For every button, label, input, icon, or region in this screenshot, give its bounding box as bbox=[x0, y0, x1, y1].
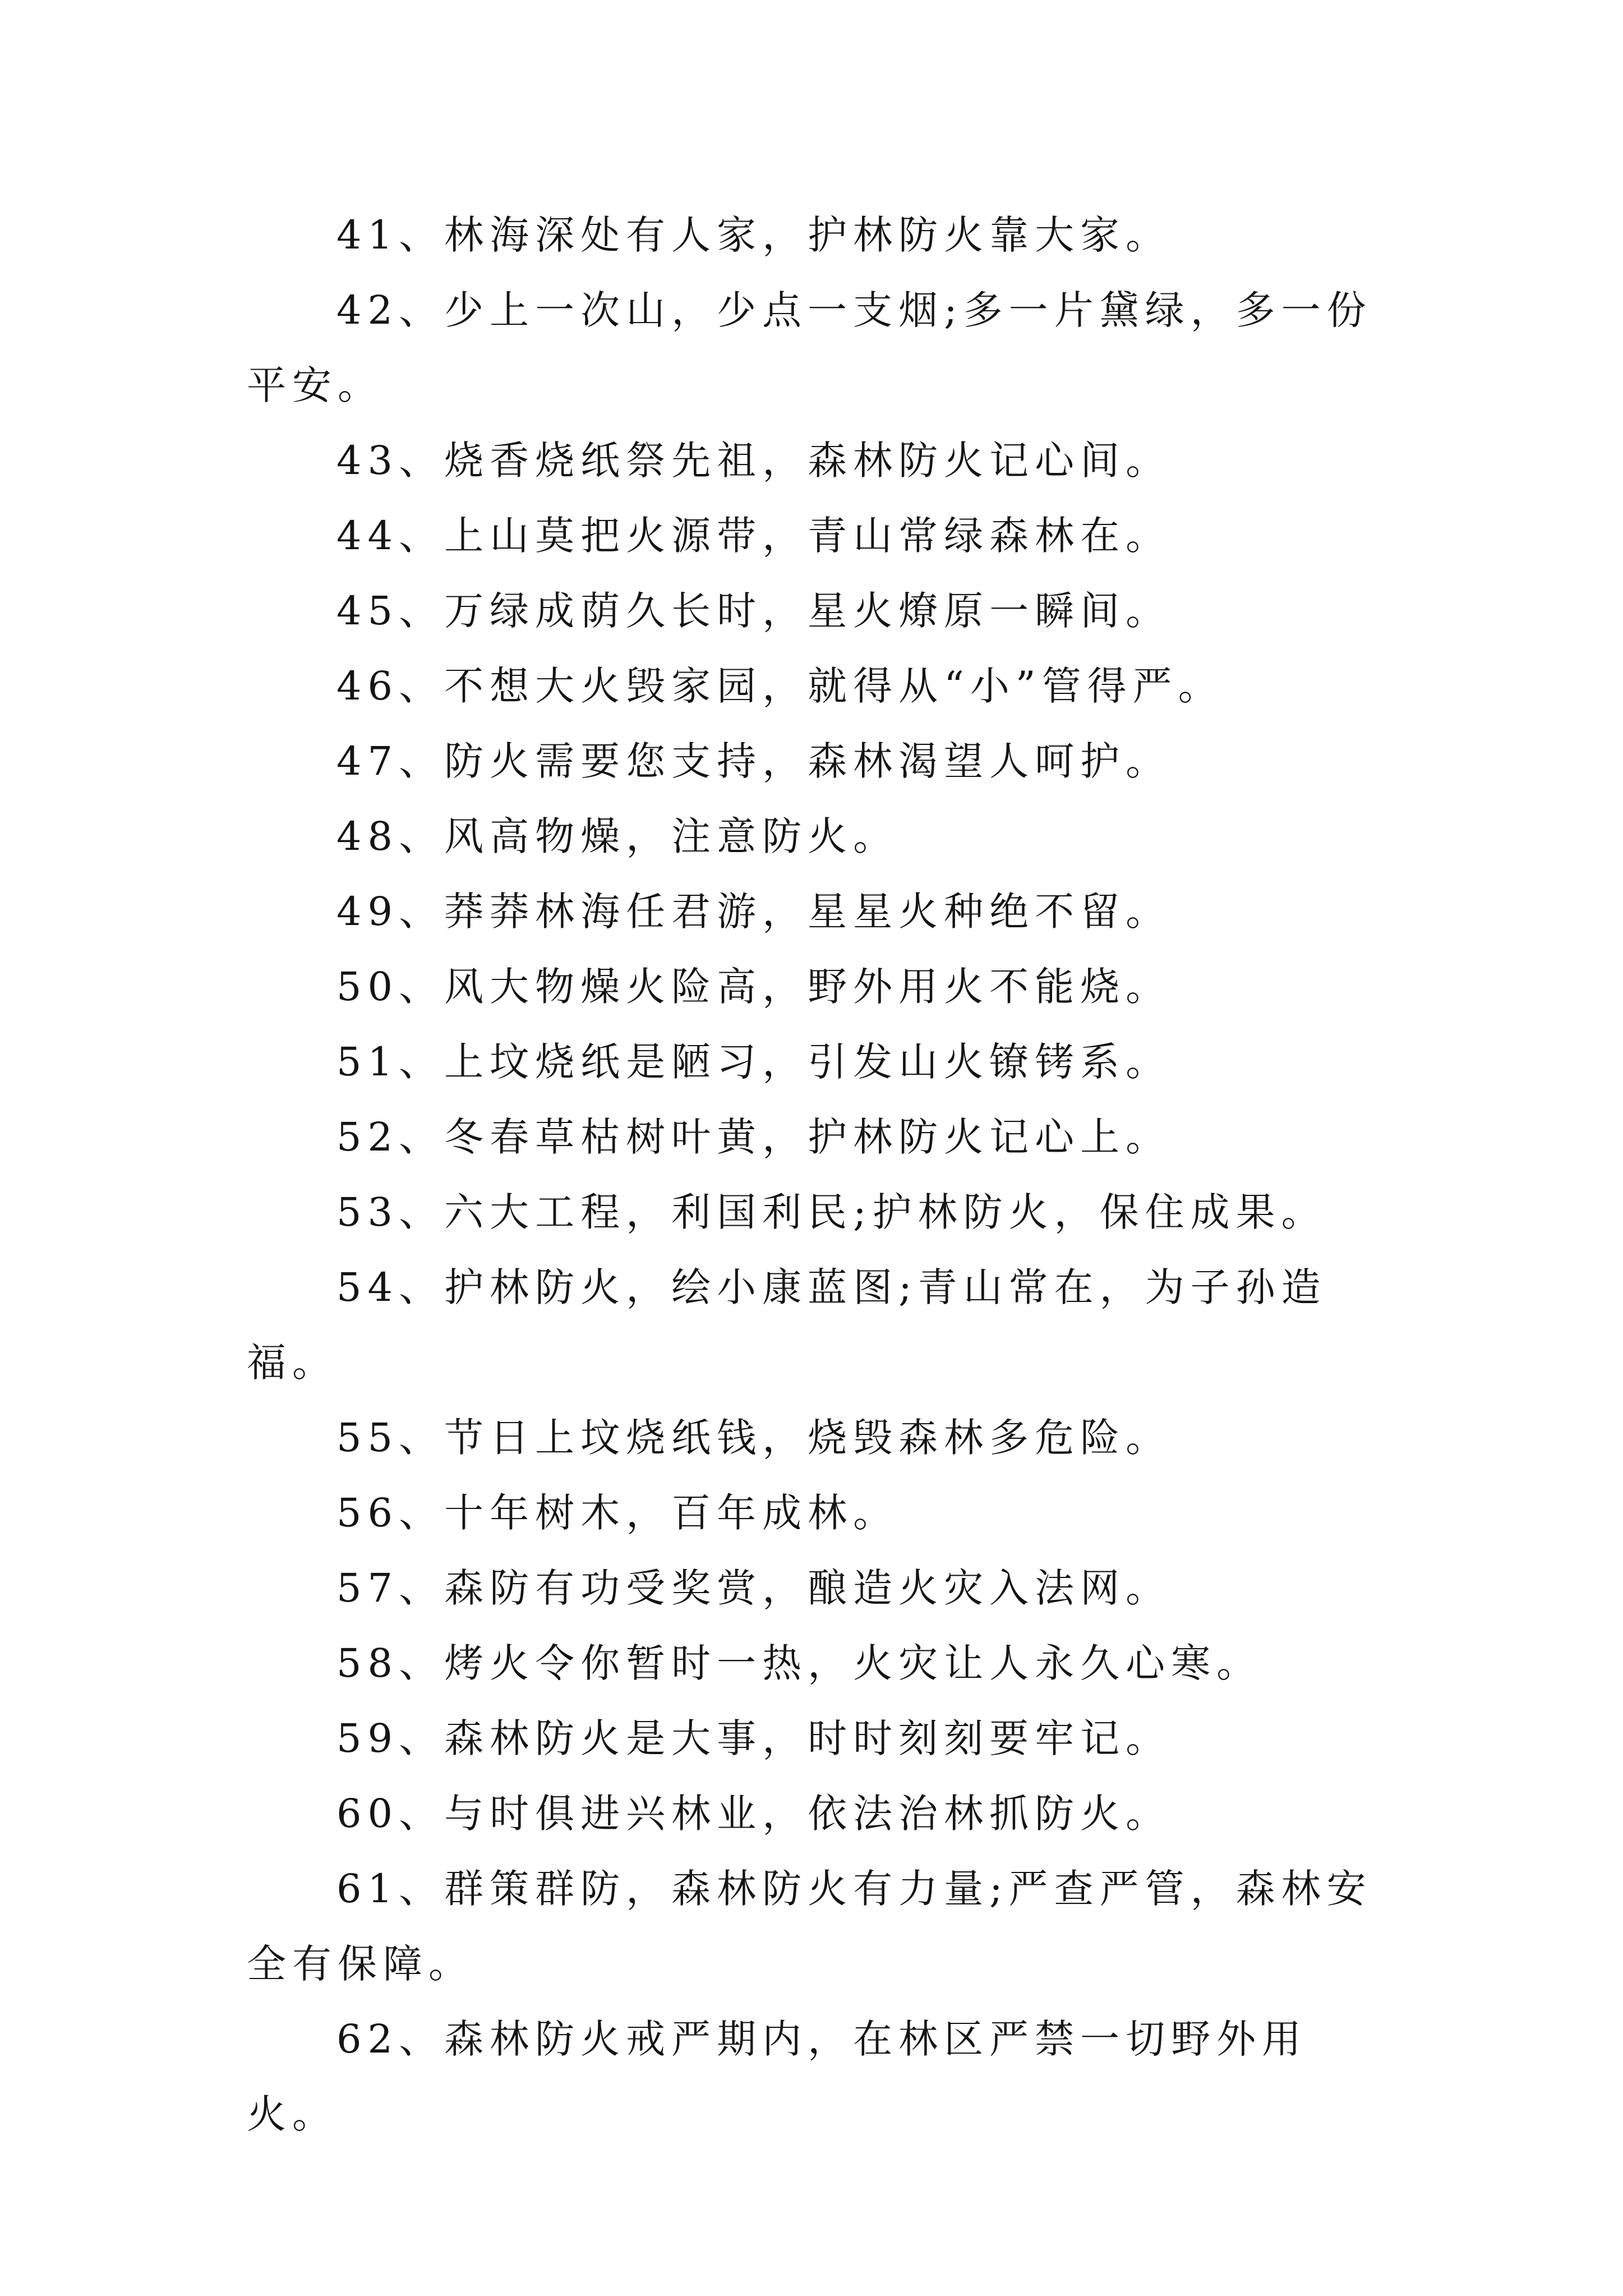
slogan-item-45: 45、万绿成荫久长时，星火燎原一瞬间。 bbox=[336, 588, 1172, 634]
slogan-item-43: 43、烧香烧纸祭先祖，森林防火记心间。 bbox=[336, 438, 1172, 484]
slogan-item-48: 48、风高物燥，注意防火。 bbox=[336, 813, 899, 859]
slogan-item-50: 50、风大物燥火险高，野外用火不能烧。 bbox=[336, 964, 1172, 1010]
slogan-item-42: 42、少上一次山，少点一支烟;多一片黛绿，多一份平安。 bbox=[247, 287, 1372, 408]
slogan-item-47: 47、防火需要您支持，森林渴望人呵护。 bbox=[336, 738, 1172, 784]
slogan-item-55: 55、节日上坟烧纸钱，烧毁森林多危险。 bbox=[336, 1415, 1172, 1461]
slogan-item-41: 41、林海深处有人家，护林防火靠大家。 bbox=[336, 212, 1172, 258]
slogan-list bbox=[247, 197, 1380, 2152]
slogan-item-46: 46、不想大火毁家园，就得从“小”管得严。 bbox=[336, 663, 1224, 709]
slogan-item-44: 44、上山莫把火源带，青山常绿森林在。 bbox=[336, 513, 1172, 559]
slogan-item-51: 51、上坟烧纸是陋习，引发山火镣铐系。 bbox=[336, 1039, 1172, 1085]
slogan-item-62: 62、森林防火戒严期内，在林区严禁一切野外用火。 bbox=[247, 2016, 1308, 2137]
slogan-item-56: 56、十年树木，百年成林。 bbox=[336, 1490, 899, 1536]
slogan-item-53: 53、六大工程，利国利民;护林防火，保住成果。 bbox=[336, 1189, 1327, 1235]
slogan-item-52: 52、冬春草枯树叶黄，护林防火记心上。 bbox=[336, 1114, 1172, 1160]
slogan-item-54: 54、护林防火，绘小康蓝图;青山常在，为子孙造福。 bbox=[247, 1264, 1327, 1386]
slogan-item-58: 58、烤火令你暂时一热，火灾让人永久心寒。 bbox=[336, 1640, 1262, 1686]
slogan-item-61: 61、群策群防，森林防火有力量;严查严管，森林安全有保障。 bbox=[247, 1866, 1372, 1987]
slogan-item-57: 57、森防有功受奖赏，酿造火灾入法网。 bbox=[336, 1565, 1172, 1611]
slogan-item-59: 59、森林防火是大事，时时刻刻要牢记。 bbox=[336, 1715, 1172, 1761]
slogan-item-60: 60、与时俱进兴林业，依法治林抓防火。 bbox=[336, 1791, 1172, 1837]
slogan-item-49: 49、莽莽林海任君游，星星火种绝不留。 bbox=[336, 889, 1172, 935]
